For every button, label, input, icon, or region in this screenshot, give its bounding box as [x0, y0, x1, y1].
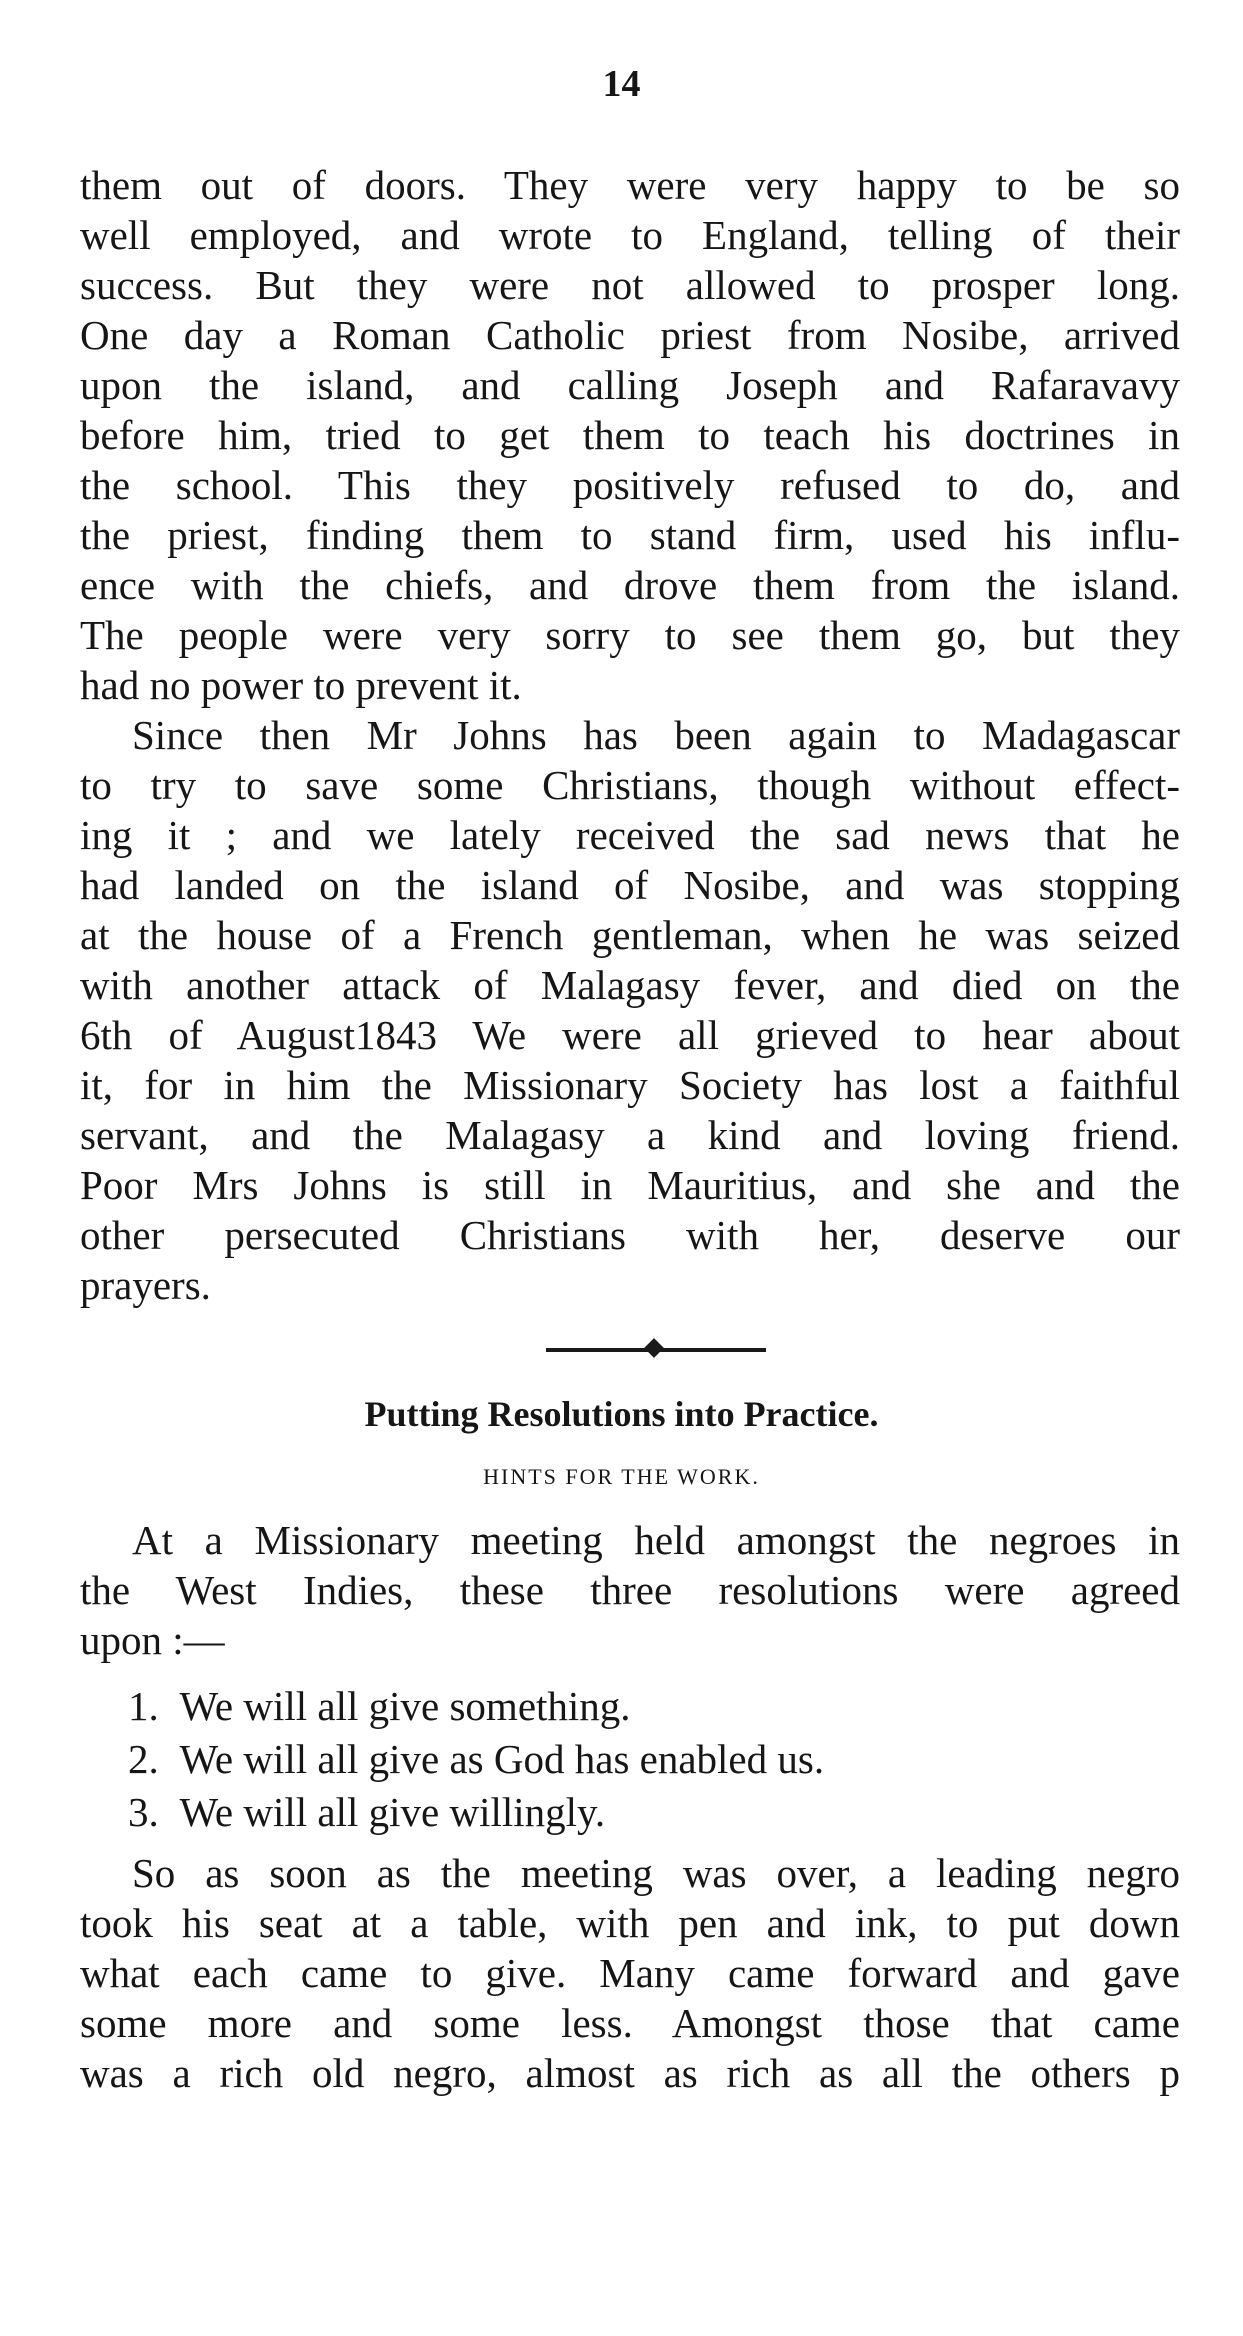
text-line: upon the island, and calling Joseph and Rafaravavy: [80, 362, 1180, 408]
list-item-number: 1.: [128, 1683, 159, 1729]
text-line: them out of doors. They were very happy to be so: [80, 162, 1180, 208]
text-line: upon :—: [80, 1617, 225, 1663]
list-item-text: We will all give as God has enabled us.: [179, 1736, 825, 1782]
text-line: the priest, finding them to stand firm, used his influ-: [80, 512, 1180, 558]
hints-paragraph: [80, 1515, 1180, 1665]
section-heading: Putting Resolutions into Practice.: [364, 1394, 879, 1434]
section-subheading: HINTS FOR THE WORK.: [483, 1464, 760, 1489]
text-line: the West Indies, these three resolutions were agreed: [80, 1567, 1180, 1613]
text-line: some more and some less. Amongst those that came: [80, 2000, 1180, 2046]
divider-ornament-icon: [644, 1338, 664, 1358]
text-line: prayers.: [80, 1262, 211, 1308]
text-line: before him, tried to get them to teach his doctrines in: [80, 412, 1180, 458]
text-line: to try to save some Christians, though without effect-: [80, 762, 1180, 808]
text-line: what each came to give. Many came forward and gave: [80, 1950, 1180, 1996]
text-line: the school. This they positively refused to do, and: [80, 462, 1180, 508]
text-line: had landed on the island of Nosibe, and was stopping: [80, 862, 1180, 908]
text-line: success. But they were not allowed to prosper long.: [80, 262, 1180, 308]
text-line: The people were very sorry to see them go, but they: [80, 612, 1180, 658]
text-line: One day a Roman Catholic priest from Nosibe, arrived: [80, 312, 1180, 358]
text-line: Poor Mrs Johns is still in Mauritius, and she and the: [80, 1162, 1180, 1208]
text-line: it, for in him the Missionary Society has lost a faithful: [80, 1062, 1180, 1108]
list-item-text: We will all give willingly.: [179, 1789, 606, 1835]
text-line: took his seat at a table, with pen and ink, to put down: [80, 1900, 1180, 1946]
text-line: At a Missionary meeting held amongst the negroes in: [132, 1517, 1180, 1563]
list-item: [128, 1680, 1128, 1733]
text-line: with another attack of Malagasy fever, and died on the: [80, 962, 1180, 1008]
text-line: So as soon as the meeting was over, a leading negro: [132, 1850, 1180, 1896]
story-paragraph-2: [80, 710, 1180, 1310]
text-line: ing it ; and we lately received the sad news that he: [80, 812, 1180, 858]
text-line: had no power to prevent it.: [80, 662, 522, 708]
text-line: ence with the chiefs, and drove them from the island.: [80, 562, 1180, 608]
resolutions-list: [128, 1680, 1128, 1839]
list-item: [128, 1733, 1128, 1786]
text-line: servant, and the Malagasy a kind and loving friend.: [80, 1112, 1180, 1158]
list-item-number: 2.: [128, 1736, 159, 1782]
text-line: 6th of August1843 We were all grieved to hear about: [80, 1012, 1180, 1058]
list-item-text: We will all give something.: [179, 1683, 631, 1729]
page-number: 14: [602, 63, 641, 105]
closing-paragraph: [80, 1848, 1180, 2098]
text-line: Since then Mr Johns has been again to Madagascar: [132, 712, 1180, 758]
list-item: [128, 1786, 1128, 1839]
text-line: other persecuted Christians with her, deserve our: [80, 1212, 1180, 1258]
text-line: at the house of a French gentleman, when he was seized: [80, 912, 1180, 958]
text-line: well employed, and wrote to England, telling of their: [80, 212, 1180, 258]
story-paragraph-1: [80, 160, 1180, 710]
text-line: was a rich old negro, almost as rich as all the others p: [80, 2050, 1180, 2096]
list-item-number: 3.: [128, 1789, 159, 1835]
